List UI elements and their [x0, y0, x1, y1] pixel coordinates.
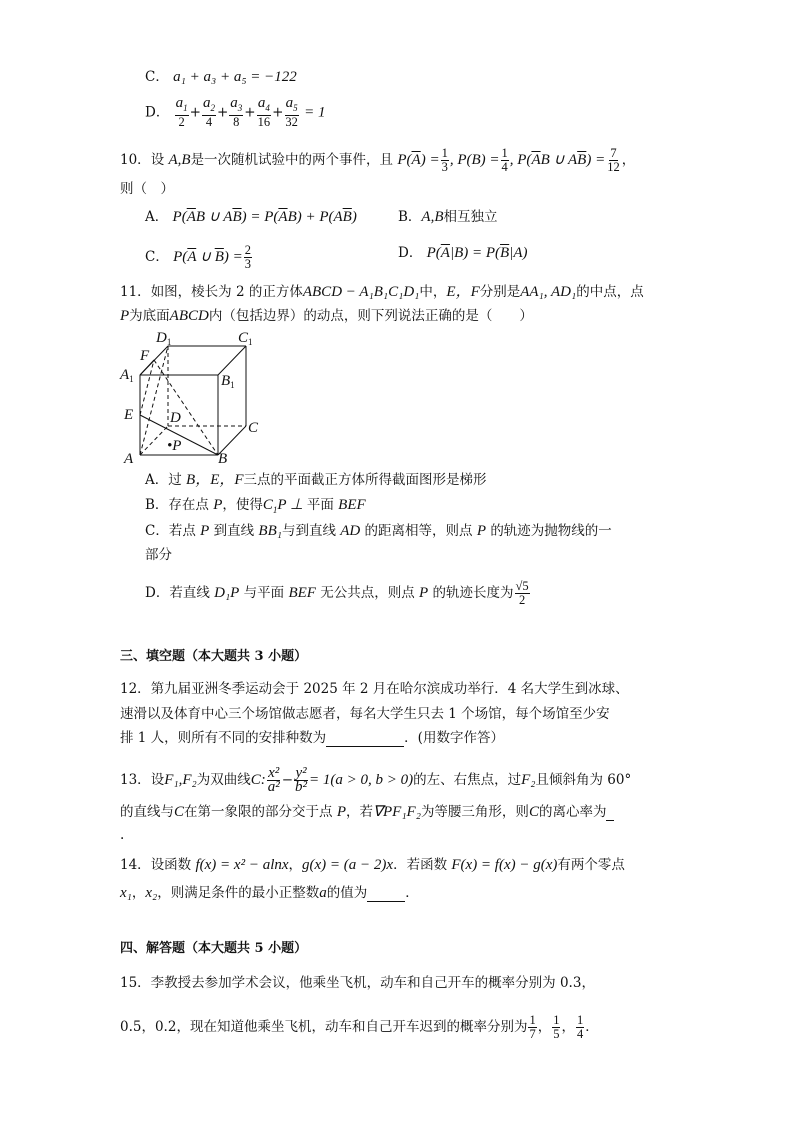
fraction: $a_1$ 2 — [175, 95, 188, 129]
q10-option-a[interactable]: A． $P(\overline{A}B$ ∪ $A\overline{B}) = P(\overline{A}B) + P(A\overline{B})$ — [145, 209, 357, 225]
label-p: •P — [167, 438, 182, 454]
q13-line2: 的直线与C在第一象限的部分交于点 P，若∇PF₁F₂为等腰三角形，则C的离心率为 — [120, 803, 614, 821]
q15-line2: 0.5，0.2，现在知道他乘坐飞机，动车和自己开车迟到的概率分别为 $\frac{1}{7}$ ， $\frac{1}{5}$ ， $\frac{1}{4}$ ． — [120, 1013, 599, 1041]
q10-option-b[interactable]: B．A,B相互独立 — [398, 209, 498, 225]
label-a1: $A_1$ — [120, 367, 134, 384]
fraction: $a_5$ 32 — [285, 95, 298, 129]
label-d1: $D_1$ — [156, 330, 172, 347]
q13-answer-blank[interactable] — [606, 806, 614, 821]
q9-option-c[interactable]: C． a₁ + a₃ + a₅ = −122 — [145, 69, 297, 85]
q14-line1: 14．设函数 f(x) = x² − alnx，g(x) = (a − 2)x．若函数 F(x) = f(x) − g(x)有两个零点 — [120, 857, 625, 873]
q10-stem: 10．设 A,B是一次随机试验中的两个事件，且 $P(\overline{A})$ = $\frac{1}{3}$ , P(B) = $\frac{1}{4}$ , $P(\overline{A}B$ ∪ $A\overline{B}$) = $\frac{7}{12}$ ， — [120, 146, 636, 174]
q12-answer-blank[interactable] — [326, 732, 404, 747]
q9-option-d[interactable]: D． $a_1$ 2 + $a_2$ 4 + $a_3$ 8 + $a_4$ 16 + $a_5$ 32 = 1 — [145, 95, 326, 129]
q11-option-a[interactable]: A．过 B，E，F三点的平面截正方体所得截面图形是梯形 — [145, 472, 487, 488]
q12-line2: 速滑以及体育中心三个场馆做志愿者，每名大学生只去 1 个场馆，每个场馆至少安 — [120, 706, 610, 722]
q14-line2: x₁，x₂，则满足条件的最小正整数a的值为 ． — [120, 885, 419, 901]
label-d: D — [170, 410, 181, 426]
label-e: E — [124, 407, 134, 423]
section-4-title: 四、解答题（本大题共 5 小题） — [120, 941, 308, 956]
label-c1: $C_1$ — [238, 330, 253, 347]
q10-option-c[interactable]: C． $P(\overline{A}$ ∪ $\overline{B}$) = $\frac{2}{3}$ — [145, 243, 251, 271]
fraction: $\frac{1}{7}$ — [529, 1013, 536, 1041]
fraction: $a_3$ 8 — [230, 95, 243, 129]
q11-stem-line2: P为底面ABCD内（包括边界）的动点，则下列说法正确的是（ ） — [120, 308, 533, 324]
q11-option-c-line2: 部分 — [145, 547, 172, 563]
q10-option-d[interactable]: D． $P(\overline{A}|B) = P(\overline{B}|A)$ — [398, 245, 528, 261]
fraction: $\frac{1}{5}$ — [553, 1013, 560, 1041]
fraction: $\frac{1}{4}$ — [576, 1013, 584, 1041]
label-a: A — [124, 451, 134, 465]
q9-option-c-expr: a₁ + a₃ + a₅ = −122 — [173, 69, 297, 85]
q12-line3: 排 1 人，则所有不同的安排种数为 ．(用数字作答） — [120, 730, 504, 746]
q11-option-c[interactable]: C．若点 P 到直线 BB₁与到直线 AD 的距离相等，则点 P 的轨迹为抛物线的一 — [145, 523, 612, 539]
q13-line1: 13．设F₁,F₂为双曲线C: $\frac{\text{x²}}{\text{a²}}$ − $\frac{\text{y²}}{\text{b²}}$ = 1(a > 0, b > 0)的左、右焦点，过F₂且倾斜角为 60° — [120, 765, 632, 795]
fraction: $a_4$ 16 — [257, 95, 271, 129]
q15-line1: 15．李教授去参加学术会议，他乘坐飞机，动车和自己开车的概率分别为 0.3， — [120, 975, 595, 991]
edge — [218, 346, 246, 375]
q12-line1: 12．第九届亚洲冬季运动会于 2025 年 2 月在哈尔滨成功举行．4 名大学生到冰球、 — [120, 681, 629, 697]
q11-option-d[interactable]: D．若直线 D₁P 与平面 BEF 无公共点，则点 P 的轨迹长度为 $\frac{√5}{2}$ — [145, 579, 529, 607]
label-b1: $B_1$ — [221, 373, 235, 390]
label-b: B — [218, 451, 228, 465]
q14-answer-blank[interactable] — [367, 887, 405, 902]
q11-option-b[interactable]: B．存在点 P，使得$C_1P$ ⊥ 平面 BEF — [145, 497, 366, 515]
label-c: C — [248, 420, 259, 436]
segment-fb — [154, 360, 218, 455]
cube-figure — [118, 330, 268, 465]
section-3-title: 三、填空题（本大题共 3 小题） — [120, 649, 308, 664]
label-f: F — [140, 348, 150, 364]
q10-stem-tail: 则（ ） — [120, 181, 174, 197]
q13-line3: . — [120, 827, 125, 843]
fraction: $a_2$ 4 — [202, 95, 215, 129]
q11-stem: 11．如图，棱长为 2 的正方体ABCD − A₁B₁C₁D₁中，E，F分别是AA₁, AD₁的中点，点 — [120, 284, 644, 300]
